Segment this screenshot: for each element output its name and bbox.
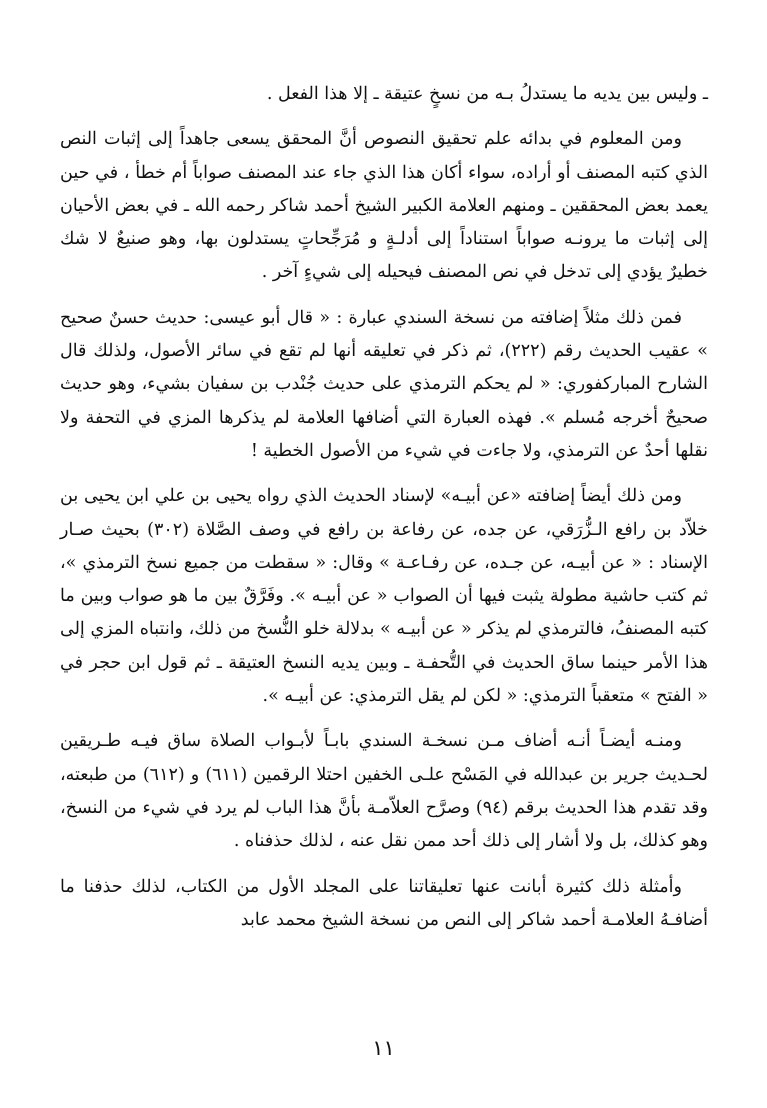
paragraph-example-sindi-phrase: فمن ذلك مثلاً إضافته من نسخة السندي عبارة : « قال أبو عيسى: حديث حسنٌ صحيح » عقيب الحديث رقم (٢٢٢)، ثم ذكر في تعليقه أنها لم تقع في سائر الأصول، ولذلك قال الشارح المباركفوري: « لم يحكم الترمذي على حديث جُنْدب بن سفيان بشيء، وهو حديث صحيحٌ أخرجه مُسلم ». فهذه العبارة التي أضافها العلامة لم يذكرها المزي في التحفة ولا نقلها أحدٌ عن الترمذي، ولا جاءت في شيء من الأصول الخطية ! (60, 307, 708, 461)
paragraph-continuation: ـ وليس بين يديه ما يستدلُ بـه من نسخٍ عتيقة ـ إلا هذا الفعل . (266, 84, 708, 104)
document-page (60, 78, 708, 949)
paragraph-conclusion: وأمثلة ذلك كثيرة أبانت عنها تعليقاتنا على المجلد الأول من الكتاب، لذلك حذفنا ما أضافـهُ العلامـة أحمد شاكر إلى النص من نسخة الشيخ محمد عابد (60, 876, 708, 930)
paragraph-introduction: ومن المعلوم في بدائه علم تحقيق النصوص أنَّ المحقق يسعى جاهداً إلى إثبات النص الذي كتبه المصنف أو أراده، سواء أكان هذا الذي جاء عند المصنف صواباً أم خطأ ، في حين يعمد بعض المحققين ـ ومنهم العلامة الكبير الشيخ أحمد شاكر رحمه الله ـ في بعض الأحيان إلى إثبات ما يرونـه صواباً استناداً إلى أدلـةٍ و مُرَجِّحاتٍ يستدلون بها، وهو صنيعٌ لا شك خطيرٌ يؤدي إلى تدخل في نص المصنف فيحيله إلى شيءٍ آخر . (60, 129, 708, 283)
page-number: ١١ (372, 1036, 395, 1060)
paragraph-example-an-abihi: ومن ذلك أيضاً إضافته «عن أبيـه» لإسناد الحديث الذي رواه يحيى بن علي ابن يحيى بن خلاّد بن رافع الـزُّرَقي، عن جده، عن رفاعة بن رافع في وصف الصَّلاة (٣٠٢) بحيث صـار الإسناد : « عن أبيـه، عن جـده، عن رفـاعـة » وقال: « سقطت من جميع نسخ الترمذي »، ثم كتب حاشية مطولة يثبت فيها أن الصواب « عن أبيـه ». وفَرَّقٌ بين ما هو صواب وبين ما كتبه المصنفُ، فالترمذي لم يذكر « عن أبيـه » بدلالة خلو النُّسخ من ذلك، وانتباه المزي إلى هذا الأمر حينما ساق الحديث في التُّحفـة ـ وبين يديه النسخ العتيقة ـ ثم قول ابن حجر في « الفتح » متعقباً الترمذي: « لكن لم يقل الترمذي: عن أبيـه ». (60, 486, 708, 707)
paragraph-example-added-chapter: ومنـه أيضـاً أنـه أضاف مـن نسخـة السندي بابـاً لأبـواب الصلاة ساق فيـه طـريقين لحـديث جرير بن عبدالله في المَسْح علـى الخفين احتلا الرقمين (٦١١) و (٦١٢) من طبعته، وقد تقدم هذا الحديث برقم (٩٤) وصرَّح العلاّمـة بأنَّ هذا الباب لم يرد في شيء من النسخ، وهو كذلك، بل ولا أشار إلى ذلك أحد ممن نقل عنه ، لذلك حذفناه . (60, 731, 708, 852)
